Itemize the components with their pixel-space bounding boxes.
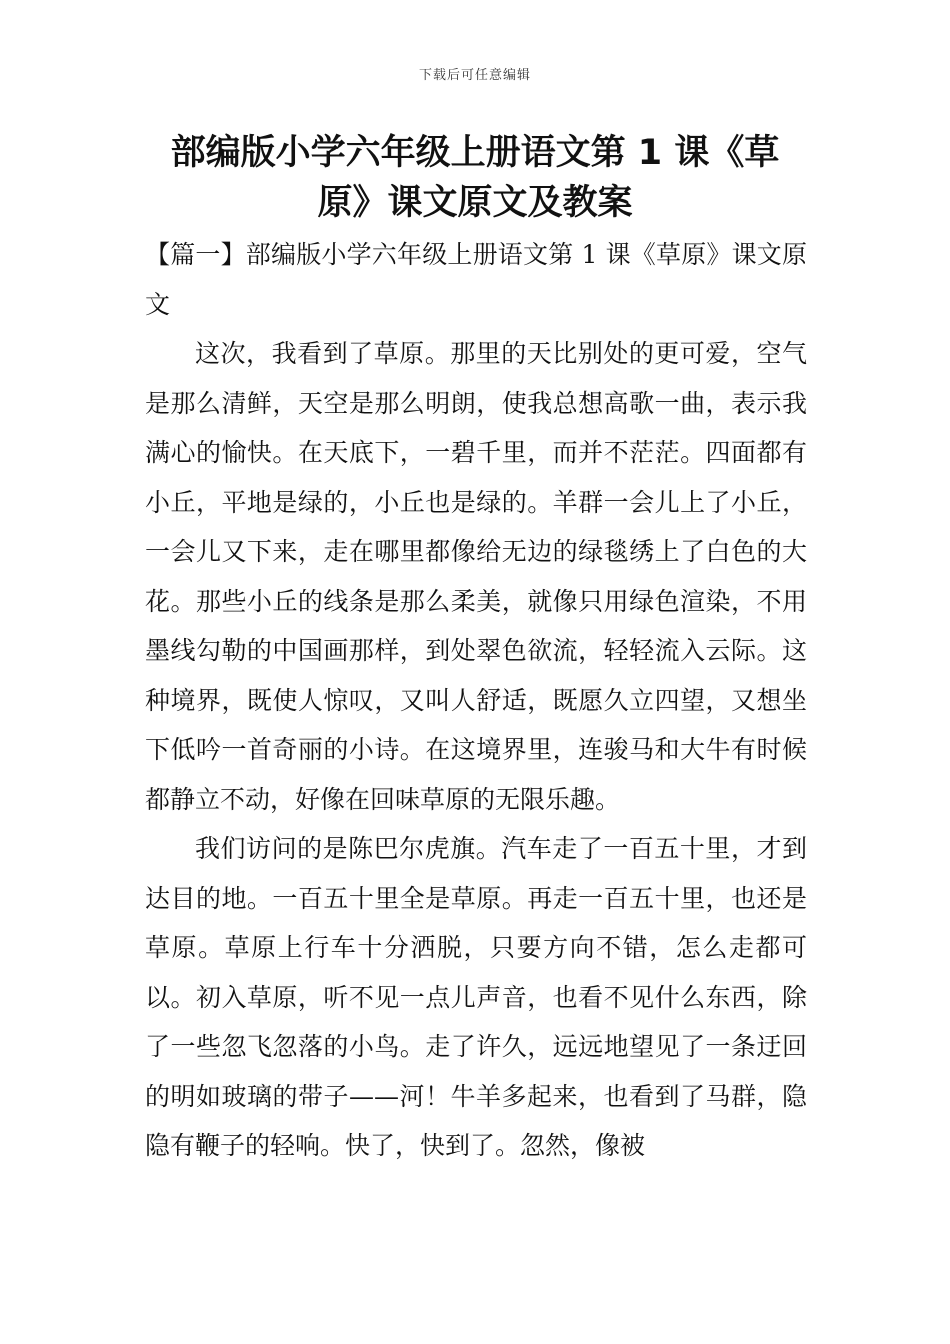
paragraph-2: 我们访问的是陈巴尔虎旗。汽车走了一百五十里，才到达目的地。一百五十里全是草原。再走一百五十里，也还是草原。草原上行车十分洒脱，只要方向不错，怎么走都可以。初入草原，听不见一点儿声音，也看不见什么东西，除了一些忽飞忽落的小鸟。走了许久，远远地望见了一条迂回的明如玻璃的带子——河！牛羊多起来，也看到了马群，隐隐有鞭子的轻响。快了，快到了。忽然，像被 [145,834,807,1160]
section-heading: 【篇一】部编版小学六年级上册语文第 1 课《草原》课文原文 [145,240,807,319]
title-line-1: 部编版小学六年级上册语文第 1 课《草 [170,133,780,173]
document-title [145,128,805,228]
paragraph-1: 这次，我看到了草原。那里的天比别处的更可爱，空气是那么清鲜，天空是那么明朗，使我总想高歌一曲，表示我满心的愉快。在天底下，一碧千里，而并不茫茫。四面都有小丘，平地是绿的，小丘也是绿的。羊群一会儿上了小丘，一会儿又下来，走在哪里都像给无边的绿毯绣上了白色的大花。那些小丘的线条是那么柔美，就像只用绿色渲染，不用墨线勾勒的中国画那样，到处翠色欲流，轻轻流入云际。这种境界，既使人惊叹，又叫人舒适，既愿久立四望，又想坐下低吟一首奇丽的小诗。在这境界里，连骏马和大牛有时候都静立不动，好像在回味草原的无限乐趣。 [145,339,807,814]
document-body [145,230,807,1171]
title-line-2: 原》课文原文及教案 [317,183,633,223]
header-note: 下载后可任意编辑 [418,68,531,83]
